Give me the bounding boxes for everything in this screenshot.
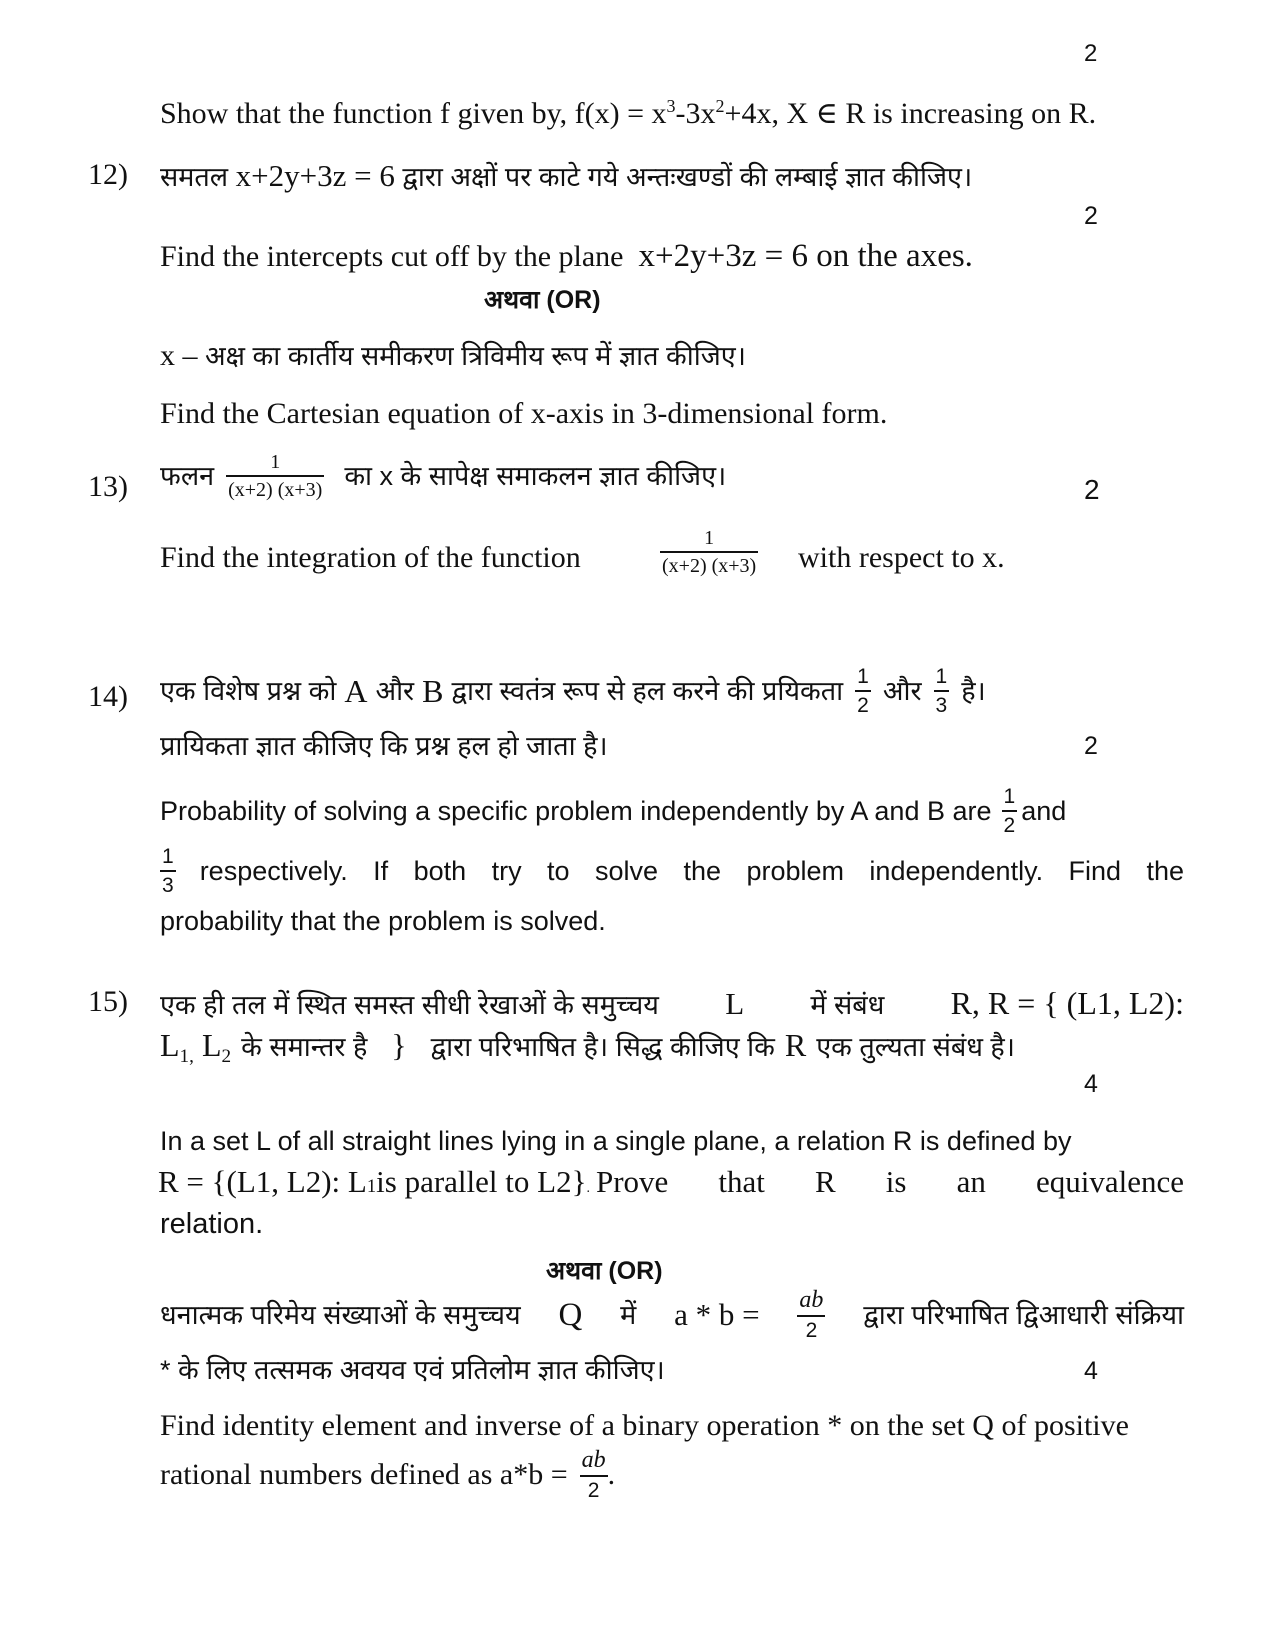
variable: R — [784, 1027, 807, 1063]
english-text: and — [1021, 796, 1067, 826]
q15-hindi-line2 — [160, 1027, 1015, 1065]
q15-alt-hindi-line2: * के लिए तत्समक अवयव एवं प्रतिलोम ज्ञात कीजिए। — [160, 1355, 665, 1385]
hindi-text: और — [882, 676, 922, 706]
or-divider: अथवा (OR) — [546, 1257, 663, 1285]
q11-text-mid: -3x — [675, 97, 716, 130]
marks: 2 — [1084, 474, 1100, 505]
closing-brace: } — [391, 1027, 407, 1063]
variable: L — [193, 1027, 222, 1063]
q14-hindi-line1 — [160, 666, 986, 716]
hindi-text: एक विशेष प्रश्न को — [160, 676, 337, 706]
numerator: 1 — [1003, 785, 1016, 808]
denominator: 2 — [1003, 814, 1016, 837]
q15-alt-english-line1: Find identity element and inverse of a binary operation * on the set Q of positive — [160, 1409, 1129, 1442]
english-text: Probability of solving a specific problem independently by A and B are — [160, 796, 992, 826]
numerator: 1 — [704, 527, 715, 549]
fraction — [226, 452, 324, 500]
q14-english-line1 — [160, 786, 1066, 836]
exponent: 3 — [666, 96, 676, 117]
q11-text-suffix: +4x, X ∈ R is increasing on R. — [724, 97, 1097, 130]
q15-alt-hindi-line1 — [160, 1288, 1184, 1341]
variable: A — [344, 673, 368, 709]
hindi-text: में — [620, 1299, 637, 1330]
q15-english-line1: In a set L of all straight lines lying in a single plane, a relation R is defined by — [160, 1126, 1072, 1156]
fraction-bar — [855, 690, 871, 692]
hindi-text: धनात्मक परिमेय संख्याओं के समुच्चय — [160, 1299, 521, 1330]
denominator: 3 — [935, 694, 948, 717]
fraction — [934, 666, 950, 716]
english-text: Prove that R is an equivalence — [595, 1164, 1184, 1199]
fraction-bar — [1002, 810, 1018, 812]
denominator: (x+2) (x+3) — [228, 479, 323, 501]
hindi-text: में संबंध — [810, 990, 885, 1020]
hindi-text: के समान्तर है — [241, 1032, 368, 1062]
numerator: 1 — [162, 845, 174, 868]
q15-hindi-line1 — [160, 985, 1184, 1023]
hindi-text: द्वारा अक्षों पर काटे गये अन्तःखण्डों की लम्बाई ज्ञात कीजिए। — [402, 162, 973, 192]
plane-equation: x+2y+3z = 6 — [235, 158, 395, 193]
hindi-text: एक ही तल में स्थित समस्त सीधी रेखाओं के समुच्चय — [160, 990, 659, 1020]
fraction-bar — [660, 551, 758, 553]
subscript: 2 — [221, 1045, 232, 1067]
hindi-text: एक तुल्यता संबंध है। — [816, 1032, 1015, 1062]
fraction — [855, 666, 871, 716]
hindi-text: द्वारा परिभाषित द्विआधारी संक्रिया — [863, 1299, 1184, 1330]
variable: L — [725, 986, 745, 1021]
fraction — [1002, 786, 1018, 836]
denominator: 2 — [857, 694, 869, 717]
q15-english-line3: relation. — [160, 1208, 264, 1240]
relation-definition: R, R = { (L1, L2): — [950, 985, 1184, 1021]
denominator: 3 — [162, 874, 174, 897]
q14-english-line2 — [160, 846, 1184, 896]
operation-expression: a * b = — [674, 1296, 760, 1332]
hindi-text: अक्ष का कार्तीय समीकरण त्रिविमीय रूप में ज्ञात कीजिए। — [205, 341, 746, 371]
q13-hindi-text — [160, 452, 726, 500]
marks: 2 — [1084, 732, 1098, 760]
q14-english-line3: probability that the problem is solved. — [160, 906, 606, 936]
question-number: 14) — [88, 680, 128, 713]
numerator: ab — [799, 1287, 824, 1313]
numerator: ab — [581, 1447, 606, 1473]
denominator: 2 — [587, 1479, 600, 1502]
fraction-inner — [660, 528, 758, 576]
fraction — [580, 1448, 608, 1501]
hindi-text: द्वारा स्वतंत्र रूप से हल करने की प्रयिकता — [451, 676, 844, 706]
numerator: 1 — [935, 665, 948, 688]
english-text: Find the intercepts cut off by the plane — [160, 240, 624, 273]
variable: x – — [160, 339, 198, 372]
page-number: 2 — [1084, 40, 1098, 67]
q11-text-prefix: Show that the function f given by, f(x) = x — [160, 97, 667, 130]
hindi-text: के सापेक्ष समाकलन ज्ञात कीजिए। — [400, 461, 727, 491]
marks: 4 — [1084, 1357, 1098, 1385]
fraction-bar — [797, 1315, 825, 1317]
q12-hindi-text — [160, 158, 972, 195]
fraction-bar — [226, 475, 324, 477]
period: . — [607, 1457, 616, 1491]
variable: Q — [558, 1296, 583, 1333]
fraction-bar — [934, 690, 950, 692]
fraction-bar — [580, 1475, 608, 1477]
q15-alt-english-line2 — [160, 1448, 615, 1501]
english-text: rational numbers defined as a*b = — [160, 1457, 568, 1491]
marks: 4 — [1084, 1070, 1098, 1098]
plane-equation: x+2y+3z = 6 on the axes. — [638, 238, 973, 274]
q13-english-suffix: with respect to x. — [798, 541, 1005, 574]
hindi-text: द्वारा परिभाषित है। सिद्ध कीजिए कि — [430, 1032, 775, 1062]
relation-definition: is parallel to L2} — [376, 1164, 587, 1199]
line-variables — [160, 1027, 232, 1067]
q14-hindi-line2: प्रायिकता ज्ञात कीजिए कि प्रश्न हल हो जाता है। — [160, 731, 608, 761]
hindi-text: फलन — [160, 461, 215, 491]
subscript: 1, — [179, 1045, 194, 1067]
period: . — [586, 1181, 590, 1196]
fraction — [160, 846, 176, 896]
q12-english-text — [160, 238, 973, 275]
hindi-text: का x — [344, 461, 394, 491]
fraction — [656, 528, 762, 576]
fraction-bar — [160, 870, 176, 872]
hindi-text: और — [375, 676, 415, 706]
q12-alt-hindi — [160, 338, 746, 374]
numerator: 1 — [270, 451, 281, 473]
q13-english-prefix: Find the integration of the function — [160, 541, 581, 574]
variable: B — [422, 673, 444, 709]
denominator: (x+2) (x+3) — [662, 555, 757, 577]
english-text: respectively. If both try to solve the problem independently. Find the — [199, 855, 1184, 886]
hindi-text: समतल — [160, 162, 229, 192]
hindi-text: है। — [961, 676, 986, 706]
exponent: 2 — [715, 96, 725, 117]
fraction — [797, 1288, 825, 1341]
question-number: 12) — [88, 158, 128, 191]
or-divider: अथवा (OR) — [484, 286, 601, 314]
relation-definition: R = {(L1, L2): L — [158, 1164, 367, 1199]
denominator: 2 — [805, 1319, 818, 1342]
marks: 2 — [1084, 202, 1098, 230]
q12-alt-english: Find the Cartesian equation of x-axis in 3-dimensional form. — [160, 397, 888, 430]
question-number: 15) — [88, 985, 128, 1018]
q11-english-text — [160, 96, 1096, 132]
q15-english-line2: R = {(L1, L2): L 1 is parallel to L2} . Prove that R is an equivalence — [158, 1164, 1184, 1199]
numerator: 1 — [857, 665, 869, 688]
question-number: 13) — [88, 470, 128, 503]
variable: L — [160, 1027, 180, 1063]
